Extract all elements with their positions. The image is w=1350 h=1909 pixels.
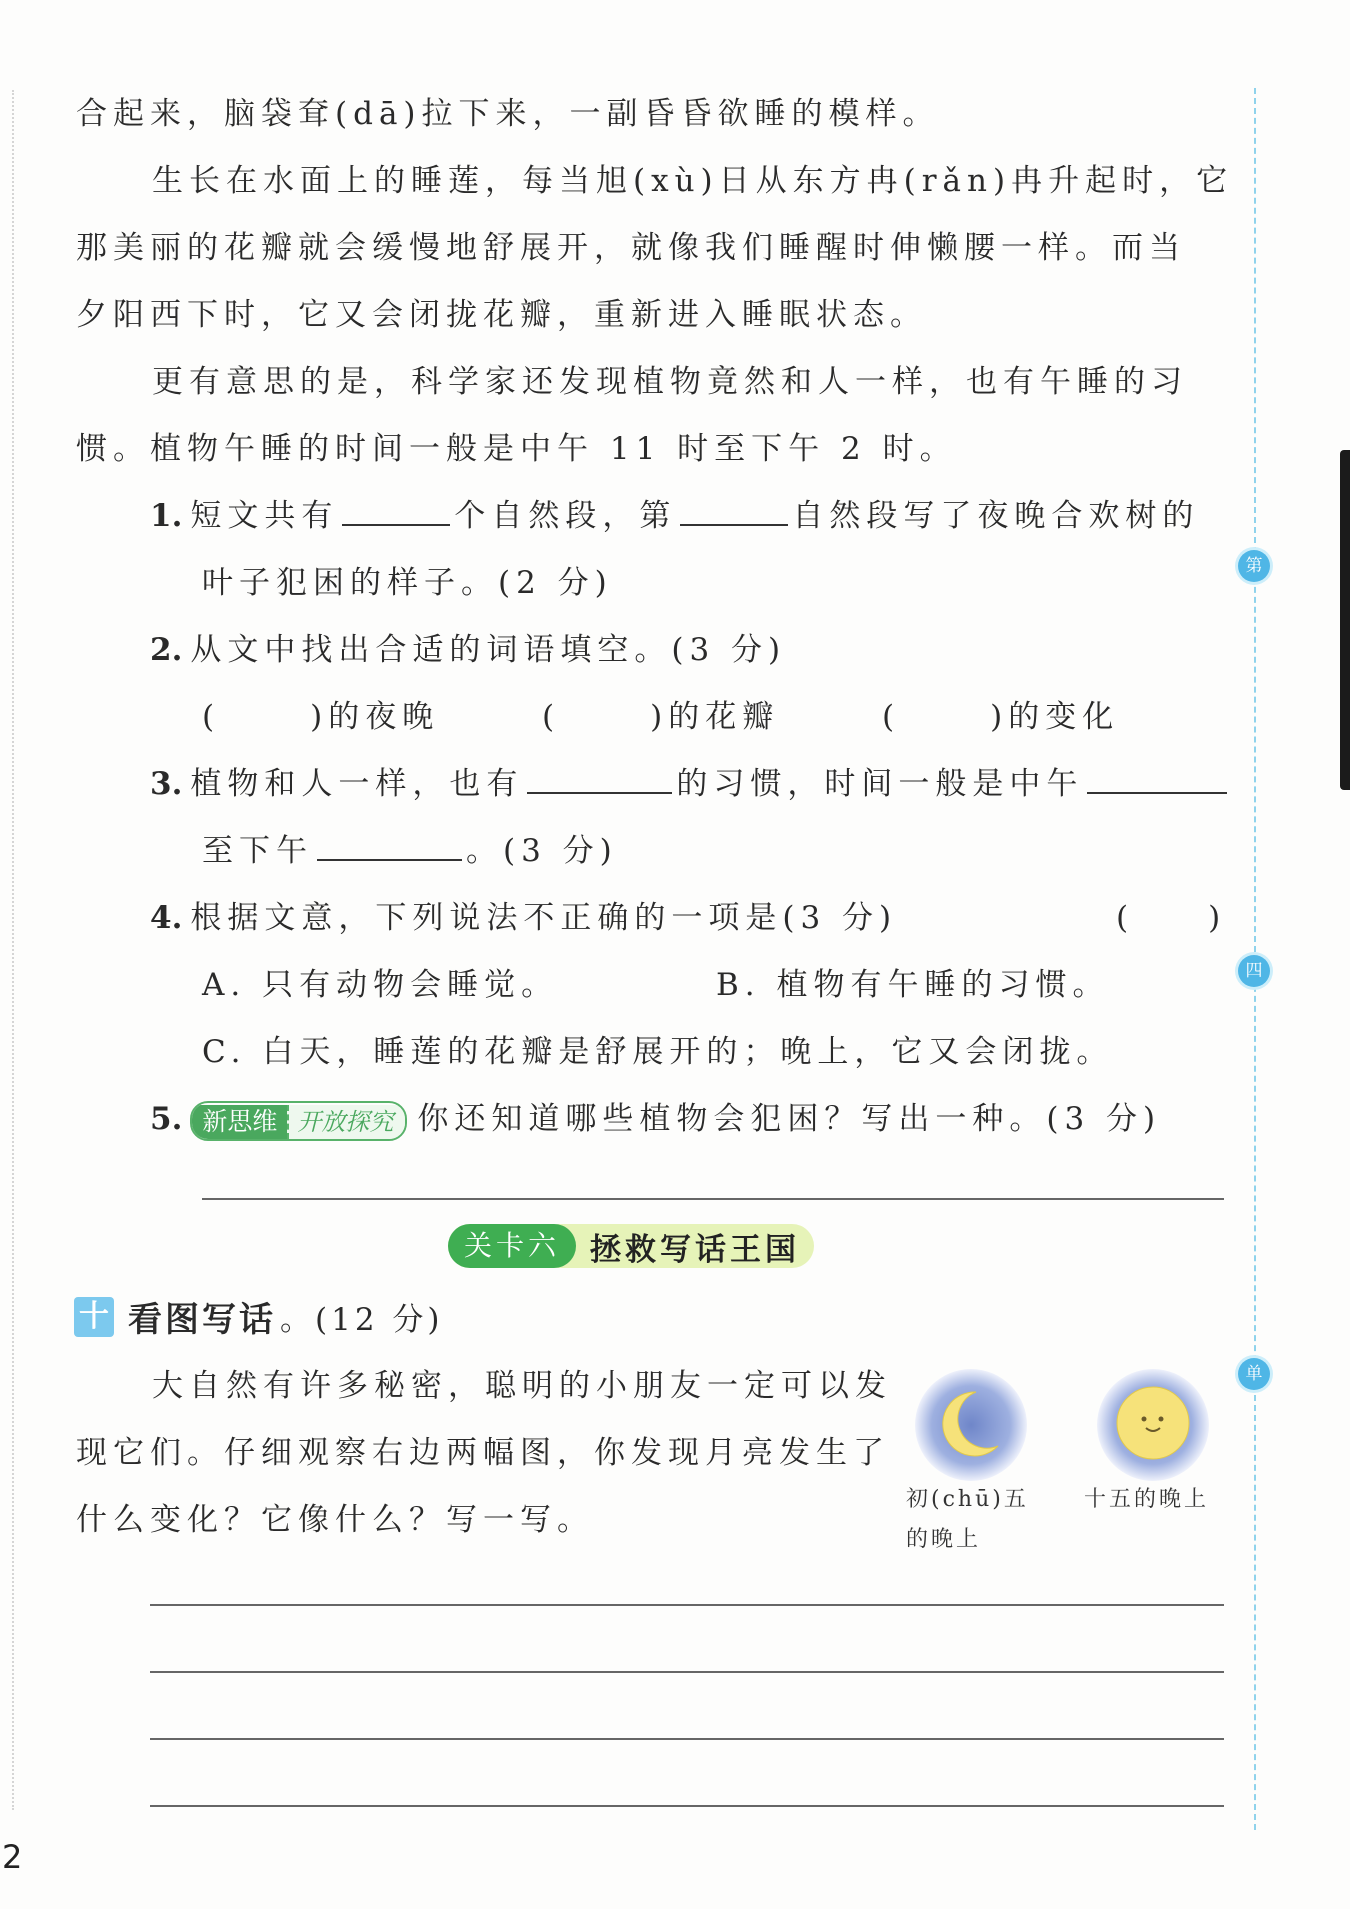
question-1-blank-2[interactable] <box>680 496 788 526</box>
section-heading <box>74 1292 444 1341</box>
question-1 <box>150 490 1199 535</box>
question-1-number: 1. <box>150 498 183 534</box>
question-2-item-3-label: 的变化 <box>1008 699 1120 735</box>
new-thinking-tag <box>190 1101 407 1141</box>
question-3-line-2 <box>202 825 618 870</box>
full-moon-caption: 十五的晚上 <box>1084 1487 1210 1512</box>
crescent-caption-line-2: 的晚上 <box>906 1527 982 1552</box>
binding-mark <box>1340 450 1350 790</box>
level-title: 拯救写话王国 <box>590 1231 801 1268</box>
crescent-moon-image <box>912 1366 1030 1484</box>
passage-line-4: 夕阳西下时，它又会闭拢花瓣，重新进入睡眠状态。 <box>76 297 927 333</box>
side-tab-si: 四 <box>1238 955 1270 987</box>
writing-line-3[interactable] <box>150 1738 1224 1740</box>
writing-line-1[interactable] <box>150 1604 1224 1606</box>
question-4-option-b: B. 植物有午睡的习惯。 <box>716 967 1110 1003</box>
writing-line-4[interactable] <box>150 1805 1224 1807</box>
page-number: 2 <box>2 1838 23 1876</box>
question-5-number: 5. <box>150 1101 183 1137</box>
question-1-blank-1[interactable] <box>342 496 450 526</box>
question-2-item-2-label: 的花瓣 <box>668 699 780 735</box>
section-number-icon: 十 <box>74 1297 114 1337</box>
full-moon-image <box>1094 1366 1212 1484</box>
question-3-number: 3. <box>150 766 183 802</box>
question-4-text: 根据文意，下列说法不正确的一项是(3 分) <box>190 900 898 936</box>
passage-line-6: 惯。植物午睡的时间一般是中午 11 时至下午 2 时。 <box>76 431 957 467</box>
question-4-option-c: C. 白天，睡莲的花瓣是舒展开的；晚上，它又会闭拢。 <box>202 1034 1114 1070</box>
writing-line-2[interactable] <box>150 1671 1224 1673</box>
question-4-option-a: A. 只有动物会睡觉。 <box>202 967 559 1003</box>
passage-line-2: 生长在水面上的睡莲，每当旭(xù)日从东方冉(rǎn)冉升起时，它 <box>152 163 1234 199</box>
section-title: 看图写话 <box>128 1300 276 1340</box>
passage-line-3: 那美丽的花瓣就会缓慢地舒展开，就像我们睡醒时伸懒腰一样。而当 <box>76 230 1186 266</box>
question-2-item-2[interactable]: ( )的花瓣 <box>542 699 780 735</box>
question-3-text-a: 植物和人一样，也有 <box>190 766 524 802</box>
new-thinking-tag-sub: 开放探究 <box>287 1105 405 1139</box>
question-2-text: 从文中找出合适的词语填空。(3 分) <box>190 632 787 668</box>
passage-line-5: 更有意思的是，科学家还发现植物竟然和人一样，也有午睡的习 <box>152 364 1188 400</box>
question-3-blank-2[interactable] <box>1087 764 1227 794</box>
page-edge-line <box>12 90 14 1810</box>
level-banner <box>448 1224 814 1268</box>
question-1-text-b: 个自然段，第 <box>454 498 677 534</box>
question-3-text-b: 的习惯，时间一般是中午 <box>676 766 1084 802</box>
question-2-item-1[interactable]: ( )的夜晚 <box>202 699 440 735</box>
question-2-item-1-label: 的夜晚 <box>328 699 440 735</box>
new-thinking-tag-main: 新思维 <box>192 1105 287 1139</box>
writing-prompt-line-1: 大自然有许多秘密，聪明的小朋友一定可以发 <box>152 1368 892 1404</box>
question-4 <box>150 892 897 937</box>
question-3 <box>150 758 1231 803</box>
question-3-text-c: 至下午 <box>202 833 313 869</box>
question-1-line-2: 叶子犯困的样子。(2 分) <box>202 565 613 601</box>
question-3-text-d: 。(3 分) <box>466 833 618 869</box>
side-tab-di: 第 <box>1238 550 1270 582</box>
question-4-number: 4. <box>150 900 183 936</box>
question-1-text-c: 自然段写了夜晚合欢树的 <box>792 498 1200 534</box>
question-5-text: 你还知道哪些植物会犯困？写出一种。(3 分) <box>417 1101 1162 1137</box>
question-2-number: 2. <box>150 632 183 668</box>
writing-prompt-line-3: 什么变化？它像什么？写一写。 <box>76 1502 594 1538</box>
side-tab-dan: 单 <box>1238 1358 1270 1390</box>
section-score: 。(12 分) <box>280 1302 444 1338</box>
question-5 <box>150 1093 1161 1141</box>
question-1-text-a: 短文共有 <box>190 498 339 534</box>
writing-prompt-line-2: 现它们。仔细观察右边两幅图，你发现月亮发生了 <box>76 1435 890 1471</box>
question-5-answer-line[interactable] <box>202 1198 1224 1200</box>
level-label: 关卡六 <box>448 1224 576 1268</box>
passage-line-1: 合起来，脑袋耷(dā)拉下来，一副昏昏欲睡的模样。 <box>76 96 940 132</box>
question-4-answer-paren[interactable]: ( ) <box>1116 900 1227 936</box>
question-2-item-3[interactable]: ( )的变化 <box>882 699 1120 735</box>
question-2 <box>150 624 786 669</box>
crescent-caption-line-1: 初(chū)五 <box>906 1487 1029 1512</box>
question-3-blank-1[interactable] <box>527 764 672 794</box>
question-3-blank-3[interactable] <box>317 831 462 861</box>
